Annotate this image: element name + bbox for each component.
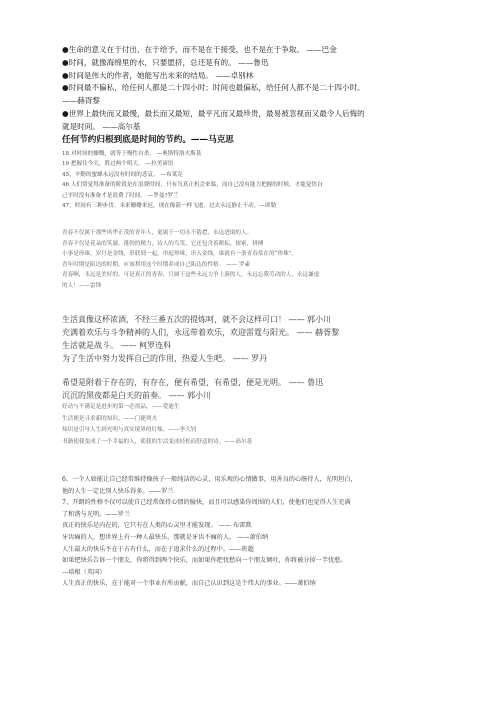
quote-line: ●时间是伟大的作者，她能写出未来的结局。 ——卓别林 [62, 70, 254, 80]
quote-line: 知识是引导人生到光明与真实境界的灯烛。——李大钊 [62, 427, 197, 434]
quote-line: 沉沉的黑夜都是白天的前奏。 —— 郭小川 [62, 391, 212, 400]
quote-line: 就是时间。 ——高尔基 [62, 121, 141, 131]
hope-quotes-section [62, 376, 442, 402]
quote-line: ——赫胥黎 [62, 96, 100, 106]
quote-line: 18 对时间的慷慨，就等于慢性自杀。 —奥斯特洛夫斯基 [62, 151, 202, 157]
quote-line: 人生最大的快乐不在于占有什么，而在于追求什么的过程中。——班超 [62, 545, 254, 553]
quote-line: 生活真像这杯浓酒，不经三番五次的提炼呵，就不会这样可口！ —— 郭小川 [62, 315, 332, 324]
quote-line: 了和谐与光明。——罗兰 [62, 510, 131, 518]
quote-line: 生活便是寻求新的知识。——门捷列夫 [62, 415, 158, 422]
section-heading: 任何节约归根到底是时间的节约。——马克思 [62, 135, 234, 145]
quote-line: 生活就是战斗。 —— 柯罗连科 [62, 341, 172, 350]
quote-line: 19 把握住今天，胜过两个明天。 —拉美谚语 [62, 161, 174, 168]
quote-line: 45、辛勤的蜜蜂永远没有时间的悲哀。 —布莱克 [62, 171, 183, 178]
quote-line: ●时间最不偏私，给任何人都是二十四小时；时间也最偏私，给任何人都不是二十四小时。 [62, 83, 365, 93]
quote-line: 充满着欢乐与斗争精神的人们，永远带着欢乐，欢迎雷霆与阳光。 —— 赫胥黎 [62, 328, 340, 337]
quote-line: 如果把快乐告诉一个朋友，你将得到两个快乐，而如果你把忧愁向一个朋友倾吐，你将被分掉一半忧愁。 [62, 557, 347, 565]
numbered-quotes-section [62, 149, 442, 211]
knowledge-quotes-section [62, 402, 442, 448]
quote-line: ●时间，就像海绵里的水，只要愿挤，总还是有的。 ——鲁迅 [62, 57, 269, 67]
quote-line: 46 人们常觉得准备的阶段是在浪费时间，只有当真正机会来临，而自己没有能力把握的时候，才能觉悟自 [62, 182, 323, 189]
life-quotes-section [62, 313, 442, 365]
quote-line: 的人！——雷锋 [62, 282, 102, 289]
quote-line: 47、时间有三种步伐：未来姗姗来迟，现在像箭一样飞逝，过去永远静止不动。—席勒 [62, 203, 277, 210]
quote-line: 7、开朗的性格不仅可以使自己经常保持心情的愉快，而且可以感染你周围的人们，使他们也觉得人生充满 [62, 499, 351, 507]
quote-line: 好动与不满足是进步的第一必需品。——爱迪生 [62, 404, 180, 410]
quote-line: 青春不仅属于那些风华正茂的青年人，更属于一切永不倦怠、永远进取的人。 [62, 230, 253, 236]
quote-line: 书籍使我变成了一个幸福的人，使我的生活变成轻松而舒适的诗。——高尔基 [62, 438, 253, 445]
quote-line: 青春不仅是花朵的笑靥，蓬勃的精力，诗人的鸟笑，它还包含着耕耘，探索，拼搏 [62, 240, 264, 247]
quote-line: 人生真正的快乐，在于能对一个事业有所贡献，而自己认识到这是个伟大的事业。——萧伯纳 [62, 580, 316, 588]
quote-line: 己平时没有准备才是浪费了时间。 —罗曼?罗兰 [62, 192, 179, 199]
quote-line: 为了生活中努力发挥自己的作用，热爱人生吧。 —— 罗丹 [62, 354, 268, 363]
quote-line: 小事是珍珠，岁月是金线，串联到一起，串起珍珠，串入金线。谁就有一条青春常在的“珍珠”。 [62, 251, 298, 258]
quote-line: ●世界上最快而又最慢，最长而又最短，最平凡而又最珍贵，最易被忽视而又最令人后悔的 [62, 108, 365, 118]
youth-quotes-section [62, 228, 442, 292]
quote-line: 希望是附着于存在的，有存在，便有希望，有希望，便是光明。 —— 鲁迅 [62, 378, 324, 387]
quote-line: 青年时期是陷达的时期，应该利用这个时期养成自己陷达的性格。 —— 罗素 [62, 261, 251, 268]
quote-line: ●生命的意义在于付出，在于给予，而不是在于接受，也不是在于争取。 ——巴金 [62, 45, 337, 54]
happiness-quotes-section [62, 474, 442, 590]
quote-line: ---培根（英国） [62, 568, 106, 576]
quote-line: 青春啊，永远是美好的，可是真正的青春，只属于这些永远力争上游的人，永远忘我劳动的人，永远谦虚 [62, 272, 320, 279]
quote-line: 牙齿痛的人，想世界上有一种人最快乐，那就是牙齿不痛的人。 ——萧伯纳 [62, 533, 269, 541]
quote-line: 6、一个人如能让自己经常维持像孩子一般纯洁的心灵，用乐观的心情做事，用善良的心肠待人，光明坦白， [62, 476, 357, 483]
time-quotes-section [62, 44, 442, 134]
quote-line: 真正的快乐是内在的，它只有在人类的心灵里才能发现。 —— 布雷默 [62, 522, 252, 530]
quote-line: 他的人生一定比别人快乐得多。——罗兰 [62, 487, 174, 495]
